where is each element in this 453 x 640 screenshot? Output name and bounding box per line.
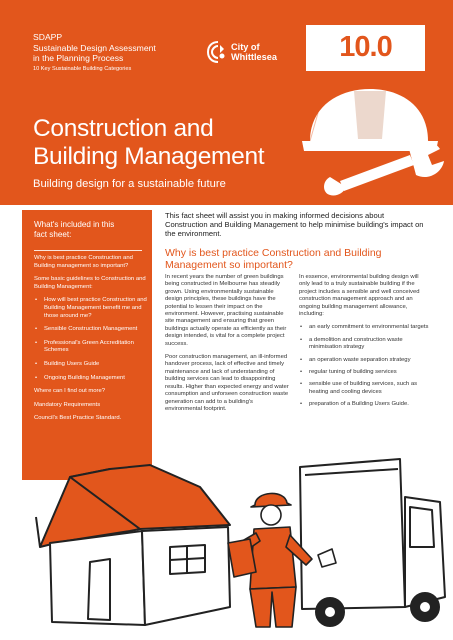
construction-illustration bbox=[0, 447, 453, 640]
body-bullet: • an operation waste separation strategy bbox=[299, 357, 429, 364]
contents-item: Why is best practice Construction and Building management so important? bbox=[34, 255, 133, 269]
page-title bbox=[33, 115, 264, 171]
category-number-box bbox=[306, 25, 425, 71]
contents-bullet: • Professional's Green Accreditation Schemes bbox=[34, 340, 148, 355]
logo-line-2: Whittlesea bbox=[231, 52, 277, 62]
contents-item: Mandatory Requirements bbox=[34, 401, 101, 408]
section-heading-line-2: Management so important? bbox=[165, 258, 293, 271]
program-line-2: Sustainable Design Assessment bbox=[33, 42, 156, 53]
city-logo bbox=[207, 40, 297, 66]
program-line-4: 10 Key Sustainable Building Categories bbox=[33, 65, 132, 72]
sidebar-heading-line-2: fact sheet: bbox=[34, 229, 72, 239]
whittlesea-logo-icon bbox=[207, 41, 229, 63]
intro-paragraph: This fact sheet will assist you in making informed decisions about Construction and Building Management to help minimise building's impact on the environment. bbox=[165, 211, 424, 239]
house-illustration bbox=[36, 465, 230, 625]
body-bullet: • an early commitment to environmental targets bbox=[299, 324, 429, 331]
body-column-2 bbox=[299, 274, 429, 414]
program-title bbox=[33, 32, 156, 74]
section-heading-line-1: Why is best practice Construction and Building bbox=[165, 247, 382, 259]
contents-item: Where can I find out more? bbox=[34, 388, 106, 395]
contents-sidebar bbox=[22, 210, 152, 480]
title-line-2: Building Management bbox=[33, 143, 265, 170]
body-bullet: • regular tuning of building services bbox=[299, 369, 429, 376]
contents-item: Council's Best Practice Standard. bbox=[34, 415, 122, 422]
body-bullet: • a demolition and construction waste minimisation strategy bbox=[299, 337, 429, 352]
header-band bbox=[0, 0, 453, 205]
sidebar-contents-list bbox=[34, 255, 148, 429]
contents-bullet: • Ongoing Building Management bbox=[34, 375, 148, 383]
contents-bullet: • How will best practice Construction and Building Management benefit me and those around me? bbox=[34, 297, 148, 320]
body-paragraph: In essence, environmental building design will only lead to a truly sustainable building if the project includes a sensible and well conceived construction management approach and an ongoing building management allowance, including: bbox=[299, 274, 420, 318]
truck-illustration bbox=[300, 459, 445, 626]
sidebar-heading-line-1: What's included in this bbox=[34, 220, 115, 229]
body-paragraph: Poor construction management, an ill-informed handover process, lack of effective and timely maintenance and lack of understanding of building services can lead to disappointing results. Higher than expected energy and water consumption and unforseen construction waste generation can add to a building's environmental footprint. bbox=[165, 354, 289, 412]
section-heading bbox=[165, 248, 435, 271]
category-number: 10.0 bbox=[339, 31, 392, 63]
body-paragraph: In recent years the number of green buildings being constructed in Melbourne has steadily grown. Using environmentally sustainable design principles, these buildings have the potential to lessen their impact on the environment. However, practising sustainable site management and ensuring that green buildings actually operate as efficiently as their design intended, is vital for a complete project success. bbox=[165, 274, 287, 347]
sidebar-divider bbox=[34, 250, 142, 251]
logo-line-1: City of bbox=[231, 42, 260, 52]
page-subtitle: Building design for a sustainable future bbox=[33, 178, 226, 190]
contents-item: Some basic guidelines to Construction and Building Management: bbox=[34, 276, 146, 290]
body-column-1 bbox=[165, 274, 290, 419]
logo-text bbox=[231, 42, 277, 62]
sidebar-heading bbox=[34, 220, 144, 239]
hard-hat-icon bbox=[300, 85, 450, 197]
title-line-1: Construction and bbox=[33, 115, 214, 142]
body-bullet: • preparation of a Building Users Guide. bbox=[299, 401, 429, 408]
contents-bullet: • Building Users Guide bbox=[34, 361, 148, 369]
program-line-3: in the Planning Process bbox=[33, 53, 124, 63]
program-line-1: SDAPP bbox=[33, 32, 63, 42]
body-bullet: • sensible use of building services, such as heating and cooling devices bbox=[299, 381, 429, 396]
contents-bullet: • Sensible Construction Management bbox=[34, 326, 148, 334]
